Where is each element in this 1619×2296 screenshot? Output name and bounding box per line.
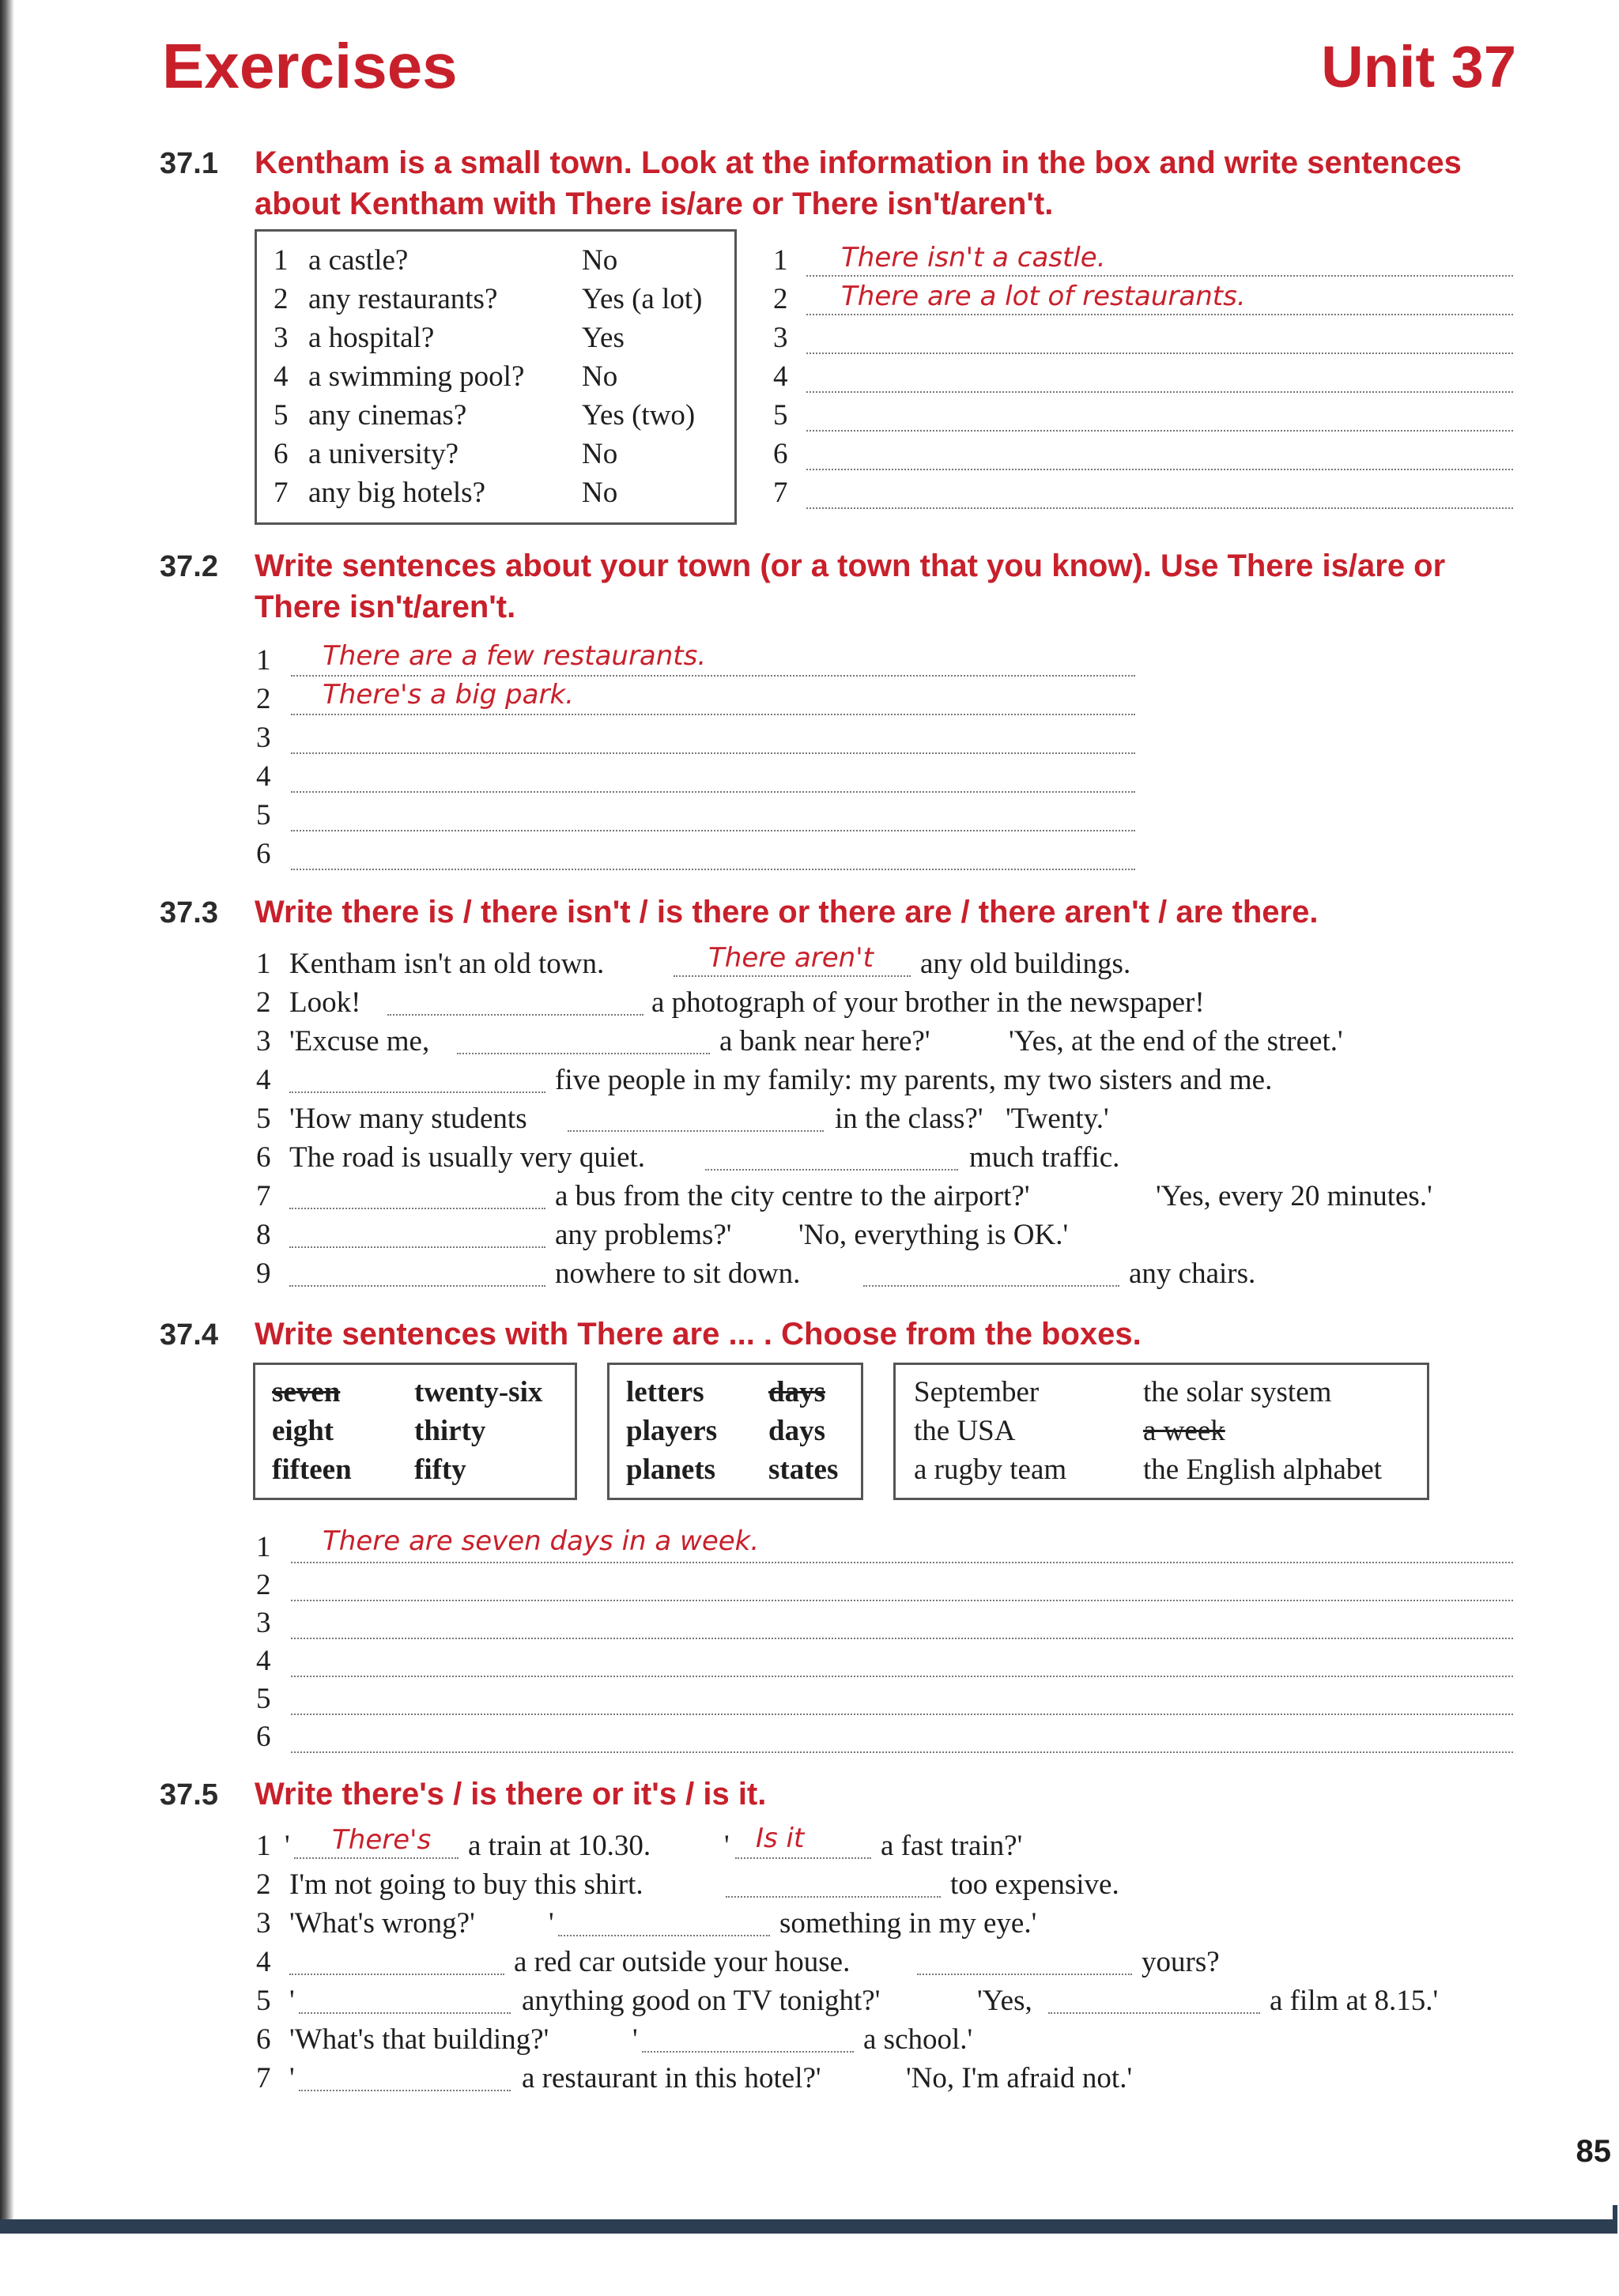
answer-line[interactable] xyxy=(806,507,1513,509)
answer-line[interactable] xyxy=(291,791,1135,793)
item-number: 7 xyxy=(256,2062,271,2094)
box-item-question: any restaurants? xyxy=(308,283,498,315)
sentence-part: 'What's wrong?' xyxy=(289,1907,475,1940)
gap-line[interactable] xyxy=(299,2012,511,2014)
exercise-number: 37.1 xyxy=(160,147,218,180)
exercise-number: 37.2 xyxy=(160,550,218,583)
answer-number: 3 xyxy=(256,722,271,754)
box-item-question: a swimming pool? xyxy=(308,360,525,393)
word-box-item: a rugby team xyxy=(914,1453,1067,1486)
answer-number: 5 xyxy=(773,399,788,432)
answer-line[interactable] xyxy=(291,1751,1513,1753)
answer-line[interactable] xyxy=(806,469,1513,470)
gap-line[interactable] xyxy=(457,1053,710,1054)
item-number: 1 xyxy=(256,1830,271,1862)
sentence-part: a bank near here?' xyxy=(719,1025,930,1058)
gap-line[interactable] xyxy=(289,1208,545,1209)
gap-line[interactable] xyxy=(558,1935,770,1936)
quote-mark: ' xyxy=(289,1985,295,2017)
gap-line[interactable] xyxy=(289,1285,545,1287)
handwritten-answer: There are a few restaurants. xyxy=(323,640,707,672)
item-number: 9 xyxy=(256,1257,271,1290)
box-item-answer: Yes xyxy=(582,322,625,354)
book-spine-shadow xyxy=(0,0,14,2221)
answer-number: 2 xyxy=(256,683,271,715)
word-box-item: planets xyxy=(626,1453,716,1486)
answer-line[interactable] xyxy=(291,752,1135,754)
exercise-number: 37.5 xyxy=(160,1778,218,1812)
answer-number: 2 xyxy=(256,1569,271,1601)
sentence-part: 'Yes, at the end of the street.' xyxy=(1009,1025,1343,1058)
box-item-number: 3 xyxy=(274,322,289,354)
item-number: 5 xyxy=(256,1985,271,2017)
answer-line[interactable] xyxy=(806,314,1513,315)
answer-number: 5 xyxy=(256,799,271,831)
word-box-item: September xyxy=(914,1376,1040,1408)
quote-mark: ' xyxy=(724,1830,730,1862)
exercise-instruction: Write sentences with There are ... . Choose from the boxes. xyxy=(255,1317,1142,1352)
sentence-part: a train at 10.30. xyxy=(468,1830,651,1862)
gap-line[interactable] xyxy=(642,2051,854,2053)
handwritten-answer: There aren't xyxy=(708,942,874,974)
item-number: 4 xyxy=(256,1064,271,1096)
answer-line[interactable] xyxy=(291,675,1135,677)
box-item-number: 5 xyxy=(274,399,289,432)
handwritten-answer: There's xyxy=(332,1824,432,1856)
item-number: 4 xyxy=(256,1946,271,1978)
sentence-part: much traffic. xyxy=(969,1141,1120,1174)
handwritten-answer: There are a lot of restaurants. xyxy=(841,281,1246,312)
box-item-answer: Yes (two) xyxy=(582,399,696,432)
answer-number: 6 xyxy=(256,1721,271,1753)
sentence-part: any problems?' xyxy=(555,1219,732,1251)
sentence-part: 'What's that building?' xyxy=(289,2023,549,2056)
gap-line[interactable] xyxy=(299,2090,511,2091)
gap-line[interactable] xyxy=(289,1246,545,1248)
sentence-part: any old buildings. xyxy=(920,948,1131,980)
box-item-question: any big hotels? xyxy=(308,477,486,509)
gap-line[interactable] xyxy=(917,1974,1132,1975)
word-box-item: seven xyxy=(272,1376,341,1408)
answer-line[interactable] xyxy=(291,830,1135,831)
box-item-question: a hospital? xyxy=(308,322,435,354)
item-number: 5 xyxy=(256,1103,271,1135)
sentence-part: a bus from the city centre to the airport?' xyxy=(555,1180,1030,1212)
word-box-item: fifty xyxy=(414,1453,466,1486)
box-item-answer: Yes (a lot) xyxy=(582,283,703,315)
box-item-question: a castle? xyxy=(308,244,409,277)
exercise-instruction: Write sentences about your town (or a town that you know). Use There is/are or There isn't/aren't. xyxy=(255,549,1446,624)
exercise-number: 37.3 xyxy=(160,896,218,929)
answer-line[interactable] xyxy=(291,1600,1513,1601)
box-item-answer: No xyxy=(582,360,618,393)
box-item-answer: No xyxy=(582,477,618,509)
box-item-answer: No xyxy=(582,438,618,470)
answer-line[interactable] xyxy=(291,869,1135,870)
answer-number: 7 xyxy=(773,477,788,509)
quote-mark: ' xyxy=(285,1830,290,1862)
word-box-item: twenty-six xyxy=(414,1376,543,1408)
sentence-part: five people in my family: my parents, my two sisters and me. xyxy=(555,1064,1273,1096)
gap-line[interactable] xyxy=(568,1130,824,1132)
sentence-part: yours? xyxy=(1142,1946,1220,1978)
word-box-item: eight xyxy=(272,1415,334,1447)
word-box-item: letters xyxy=(626,1376,704,1408)
sentence-part: The road is usually very quiet. xyxy=(289,1141,646,1174)
sentence-part: Kentham isn't an old town. xyxy=(289,948,605,980)
word-box-item: days xyxy=(768,1415,825,1447)
box-item-answer: No xyxy=(582,244,618,277)
answer-number: 4 xyxy=(256,1645,271,1677)
box-item-number: 2 xyxy=(274,283,289,315)
item-number: 8 xyxy=(256,1219,271,1251)
unit-title: Unit 37 xyxy=(1321,34,1516,100)
answer-number: 4 xyxy=(773,360,788,393)
item-number: 6 xyxy=(256,1141,271,1174)
page-bottom-bar xyxy=(0,2219,1613,2234)
box-item-number: 1 xyxy=(274,244,289,277)
answer-line[interactable] xyxy=(806,430,1513,432)
exercise-instruction: Kentham is a small town. Look at the information in the box and write sentences about Kentham with There is/are or There isn't/aren't. xyxy=(255,145,1462,221)
answer-number: 3 xyxy=(256,1607,271,1639)
word-box-item: players xyxy=(626,1415,718,1447)
sentence-part: 'No, everything is OK.' xyxy=(798,1219,1069,1251)
handwritten-answer: There isn't a castle. xyxy=(841,242,1106,273)
item-number: 2 xyxy=(256,1868,271,1901)
page-number: 85 xyxy=(1576,2134,1611,2169)
answer-line[interactable] xyxy=(806,391,1513,393)
answer-number: 6 xyxy=(256,838,271,870)
answer-line[interactable] xyxy=(806,353,1513,354)
gap-line[interactable] xyxy=(735,1857,871,1859)
gap-line[interactable] xyxy=(294,1857,459,1859)
item-number: 6 xyxy=(256,2023,271,2056)
item-number: 1 xyxy=(256,948,271,980)
gap-line[interactable] xyxy=(674,975,911,977)
exercise-number: 37.4 xyxy=(160,1318,218,1352)
word-box-item: the English alphabet xyxy=(1143,1453,1383,1486)
gap-line[interactable] xyxy=(726,1896,941,1898)
quote-mark: ' xyxy=(632,2023,638,2056)
exercise-instruction: Write there's / is there or it's / is it. xyxy=(255,1777,767,1812)
word-box-item: thirty xyxy=(414,1415,486,1447)
sentence-part: a school.' xyxy=(863,2023,973,2056)
sentence-part: 'Excuse me, xyxy=(289,1025,430,1058)
item-number: 7 xyxy=(256,1180,271,1212)
handwritten-answer: Is it xyxy=(756,1823,805,1854)
answer-line[interactable] xyxy=(291,1676,1513,1677)
word-box-item: fifteen xyxy=(272,1453,352,1486)
item-number: 3 xyxy=(256,1907,271,1940)
exercise-instruction: Write there is / there isn't / is there or there are / there aren't / are there. xyxy=(255,895,1319,929)
gap-line[interactable] xyxy=(289,1974,504,1975)
sentence-part: too expensive. xyxy=(950,1868,1119,1901)
sentence-part: I'm not going to buy this shirt. xyxy=(289,1868,643,1901)
box-item-question: any cinemas? xyxy=(308,399,467,432)
handwritten-answer: There's a big park. xyxy=(323,679,574,711)
handwritten-answer: There are seven days in a week. xyxy=(323,1525,760,1557)
sentence-part: anything good on TV tonight?' xyxy=(522,1985,881,2017)
sentence-part: 'No, I'm afraid not.' xyxy=(906,2062,1133,2094)
answer-number: 5 xyxy=(256,1683,271,1715)
sentence-part: a restaurant in this hotel?' xyxy=(522,2062,821,2094)
sentence-part: a red car outside your house. xyxy=(514,1946,851,1978)
answer-number: 1 xyxy=(256,644,271,677)
word-box-item: days xyxy=(768,1376,825,1408)
answer-number: 2 xyxy=(773,283,788,315)
sentence-part: a photograph of your brother in the newspaper! xyxy=(651,986,1205,1019)
sentence-part: a fast train?' xyxy=(881,1830,1023,1862)
sentence-part: 'How many students xyxy=(289,1103,527,1135)
sentence-part: something in my eye.' xyxy=(779,1907,1037,1940)
quote-mark: ' xyxy=(549,1907,554,1940)
answer-number: 1 xyxy=(256,1531,271,1563)
word-box-item: a week xyxy=(1143,1415,1225,1447)
sentence-part: 'Twenty.' xyxy=(1006,1103,1109,1135)
word-box-item: states xyxy=(768,1453,839,1486)
sentence-part: any chairs. xyxy=(1129,1257,1256,1290)
sentence-part: nowhere to sit down. xyxy=(555,1257,801,1290)
gap-line[interactable] xyxy=(387,1014,643,1016)
box-item-question: a university? xyxy=(308,438,459,470)
quote-mark: ' xyxy=(289,2062,295,2094)
sentence-part: in the class?' xyxy=(835,1103,983,1135)
page-bottom-bar-edge xyxy=(1613,2205,1617,2234)
answer-line[interactable] xyxy=(291,1638,1513,1639)
box-item-number: 6 xyxy=(274,438,289,470)
sentence-part: 'Yes, every 20 minutes.' xyxy=(1156,1180,1432,1212)
box-item-number: 7 xyxy=(274,477,289,509)
gap-line[interactable] xyxy=(1048,2012,1260,2014)
answer-number: 1 xyxy=(773,244,788,277)
word-box-item: the solar system xyxy=(1143,1376,1332,1408)
sentence-part: a film at 8.15.' xyxy=(1270,1985,1439,2017)
item-number: 2 xyxy=(256,986,271,1019)
page-title: Exercises xyxy=(162,31,458,101)
word-box-item: the USA xyxy=(914,1415,1016,1447)
answer-number: 6 xyxy=(773,438,788,470)
answer-number: 4 xyxy=(256,760,271,793)
sentence-part: 'Yes, xyxy=(977,1985,1032,2017)
answer-line[interactable] xyxy=(806,275,1513,277)
box-item-number: 4 xyxy=(274,360,289,393)
gap-line[interactable] xyxy=(705,1169,958,1171)
sentence-part: Look! xyxy=(289,986,361,1019)
item-number: 3 xyxy=(256,1025,271,1058)
gap-line[interactable] xyxy=(863,1285,1119,1287)
answer-number: 3 xyxy=(773,322,788,354)
answer-line[interactable] xyxy=(291,1562,1513,1563)
answer-line[interactable] xyxy=(291,1714,1513,1715)
answer-line[interactable] xyxy=(291,714,1135,715)
gap-line[interactable] xyxy=(289,1091,545,1093)
